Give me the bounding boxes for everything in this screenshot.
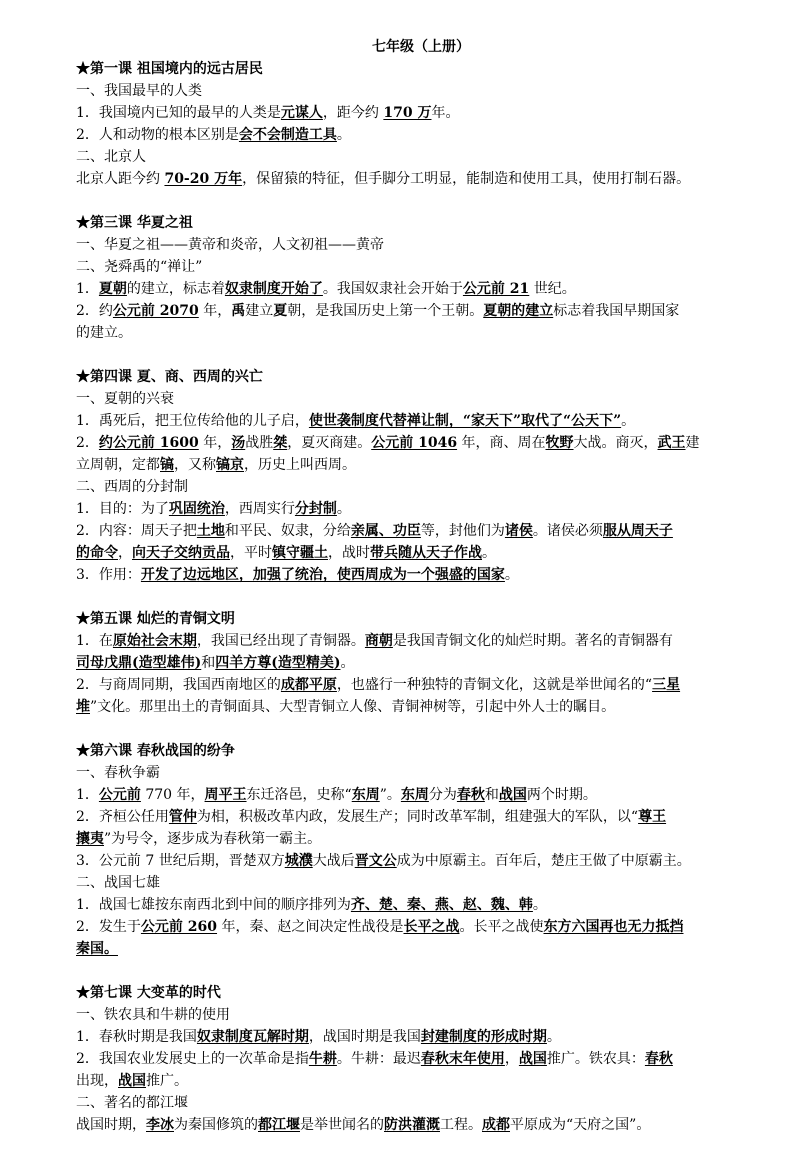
key-term: 公元前 2070	[112, 303, 199, 319]
text-segment: 一、华夏之祖——黄帝和炎帝，人文初祖——黄帝	[76, 237, 384, 253]
text-segment: 。	[340, 655, 355, 671]
bold-term: 夏	[273, 303, 288, 319]
text-line	[76, 696, 766, 718]
lesson-section	[76, 58, 766, 190]
key-term: 使世袭制度代替禅让制，“家天下”取代了“公天下”	[308, 413, 622, 429]
text-line	[76, 256, 766, 278]
key-term: 牧野	[545, 435, 574, 451]
text-line	[76, 652, 766, 674]
key-term: 桀	[273, 435, 288, 451]
text-segment: ，战国时期是我国	[308, 1029, 421, 1045]
text-segment: 北京人距今约	[76, 171, 165, 187]
key-term: 镐京	[216, 457, 244, 473]
text-segment: 成为中原霸主。百年后，楚庄王做了中原霸主。	[396, 853, 691, 869]
text-line	[76, 1048, 766, 1070]
key-term: 商朝	[364, 633, 393, 649]
text-segment: 年，	[198, 303, 232, 319]
text-segment: 。	[546, 1029, 561, 1045]
text-segment: 2．	[76, 435, 99, 451]
lesson-sections	[76, 58, 766, 1136]
text-segment: 分为	[428, 787, 457, 803]
key-term: 镇守疆土	[272, 545, 328, 561]
text-segment: 和	[484, 787, 499, 803]
text-segment: 1．春秋时期是我国	[76, 1029, 197, 1045]
text-line	[76, 564, 766, 586]
text-segment: 2．齐桓公任用	[76, 809, 169, 825]
text-line	[76, 894, 766, 916]
key-term: 亲属、功臣	[350, 523, 421, 539]
key-term: 分封制	[294, 501, 337, 517]
key-term: 东周	[400, 787, 429, 803]
key-term: 诸侯	[504, 523, 533, 539]
text-segment: 的建立。	[76, 325, 132, 341]
key-term: 长平之战	[403, 919, 460, 935]
text-segment: ，又称	[174, 457, 216, 473]
key-term: 春秋末年使用	[420, 1051, 505, 1067]
lesson-heading: ★第一课 祖国境内的远古居民	[76, 61, 263, 77]
text-line	[76, 322, 766, 344]
text-line	[76, 454, 766, 476]
text-line	[76, 146, 766, 168]
key-term: 公元前 260	[140, 919, 218, 935]
lesson-heading: ★第四课 夏、商、西周的兴亡	[76, 369, 263, 385]
key-term: 向天子交纳贡品	[132, 545, 230, 561]
text-line	[76, 1026, 766, 1048]
text-segment: 工程。	[440, 1117, 482, 1133]
text-segment: 2．人和动物的根本区别是	[76, 127, 239, 143]
text-line	[76, 80, 766, 102]
key-term: 李冰	[146, 1117, 174, 1133]
key-term: 四羊方尊(造型精美)	[215, 655, 341, 671]
text-segment: 为相，积极改革内政，发展生产；同时改革军制，组建强大的军队，以“	[196, 809, 639, 825]
text-segment: ，我国已经出现了青铜器。	[196, 633, 365, 649]
text-segment: 一、春秋争霸	[76, 765, 160, 781]
text-segment: 二、西周的分封制	[76, 479, 188, 495]
text-segment: 3．公元前 7 世纪后期，晋楚双方	[76, 853, 285, 869]
key-term: 管仲	[168, 809, 197, 825]
text-segment: 。	[336, 127, 351, 143]
key-term: 都江堰	[258, 1117, 300, 1133]
text-segment: 大战。商灭，	[573, 435, 658, 451]
text-line	[76, 388, 766, 410]
text-line	[76, 476, 766, 498]
key-term: 尊王	[638, 809, 667, 825]
key-term: 堆	[76, 699, 90, 715]
text-line	[76, 102, 766, 124]
key-term: 汤	[231, 435, 246, 451]
key-term: 春秋	[456, 787, 485, 803]
text-line	[76, 234, 766, 256]
text-segment: 平原成为“天府之国”。	[510, 1117, 651, 1133]
text-segment: 的建立，标志着	[126, 281, 225, 297]
text-segment: 建	[685, 435, 700, 451]
key-term: 带兵随从天子作战	[370, 545, 482, 561]
text-segment: 等，封他们为	[420, 523, 505, 539]
text-segment: ，夏灭商建。	[287, 435, 372, 451]
text-segment: 一、我国最早的人类	[76, 83, 202, 99]
text-line	[76, 1070, 766, 1092]
text-segment: ，距今约	[322, 105, 384, 121]
key-term: 服从周天子	[602, 523, 673, 539]
text-segment: ，也盛行一种独特的青铜文化，这就是举世闻名的“	[336, 677, 653, 693]
text-line	[76, 916, 766, 938]
text-segment: 1．我国境内已知的最早的人类是	[76, 105, 281, 121]
lesson-heading: ★第五课 灿烂的青铜文明	[76, 611, 235, 627]
key-term: 的命令	[76, 545, 118, 561]
document-page	[76, 36, 766, 1158]
key-term: 夏朝的建立	[483, 303, 554, 319]
text-segment: 年，秦、赵之间决定性战役是	[217, 919, 404, 935]
text-segment: 推广。铁农具：	[546, 1051, 645, 1067]
text-segment: 出现，	[76, 1073, 118, 1089]
key-term: 开发了边远地区，加强了统治，使西周成为一个强盛的国家	[140, 567, 505, 583]
text-line	[76, 432, 766, 454]
key-term: 镐	[160, 457, 174, 473]
text-segment: ，战时	[328, 545, 370, 561]
key-term: 春秋	[644, 1051, 673, 1067]
text-segment: 。诸侯必须	[532, 523, 603, 539]
text-segment: 3．作用：	[76, 567, 141, 583]
text-segment: 世纪。	[529, 281, 576, 297]
text-segment: 1．	[76, 787, 99, 803]
text-segment: 朝，是我国历史上第一个王朝。	[287, 303, 484, 319]
text-segment: ，平时	[230, 545, 272, 561]
text-segment: 建立	[245, 303, 274, 319]
key-term: 元谋人	[280, 105, 323, 121]
key-term: 土地	[196, 523, 225, 539]
key-term: 秦国。	[76, 941, 118, 957]
text-segment: 2．内容：周天子把	[76, 523, 197, 539]
text-segment: 两个时期。	[526, 787, 597, 803]
text-segment: 1．	[76, 281, 99, 297]
text-segment: ”文化。那里出土的青铜面具、大型青铜立人像、青铜神树等，引起中外人士的瞩目。	[90, 699, 616, 715]
key-term: 奴隶制度开始了	[224, 281, 323, 297]
text-segment: 。牛耕：最迟	[336, 1051, 421, 1067]
lesson-heading: ★第七课 大变革的时代	[76, 985, 221, 1001]
text-line	[76, 542, 766, 564]
key-term: 晋文公	[354, 853, 397, 869]
text-line	[76, 520, 766, 542]
lesson-heading: ★第六课 春秋战国的纷争	[76, 743, 235, 759]
key-term: 战国	[518, 1051, 547, 1067]
key-term: 巩固统治	[168, 501, 225, 517]
text-line	[76, 410, 766, 432]
text-line	[76, 784, 766, 806]
key-term: 成都	[482, 1117, 510, 1133]
text-segment: 是举世闻名的	[300, 1117, 384, 1133]
text-line	[76, 1004, 766, 1026]
text-segment: 2．发生于	[76, 919, 141, 935]
text-line	[76, 124, 766, 146]
key-term: 城濮	[284, 853, 313, 869]
page-title: 七年级（上册）	[372, 39, 470, 55]
text-segment: 一、夏朝的兴衰	[76, 391, 174, 407]
text-segment: 二、北京人	[76, 149, 146, 165]
lesson-section	[76, 212, 766, 344]
lesson-heading: ★第三课 华夏之祖	[76, 215, 193, 231]
text-segment: 为秦国修筑的	[174, 1117, 258, 1133]
text-segment: 。	[504, 567, 519, 583]
text-segment: 和	[201, 655, 216, 671]
text-line	[76, 806, 766, 828]
text-line	[76, 1114, 766, 1136]
key-term: 武王	[657, 435, 686, 451]
key-term: 牛耕	[308, 1051, 337, 1067]
text-segment: ，	[504, 1051, 519, 1067]
text-segment: 一、铁农具和牛耕的使用	[76, 1007, 230, 1023]
text-segment: 1．在	[76, 633, 113, 649]
text-line	[76, 850, 766, 872]
text-segment: 。	[482, 545, 496, 561]
key-term: 成都平原	[280, 677, 337, 693]
text-segment: 和平民、奴隶，分给	[224, 523, 351, 539]
key-term: 奴隶制度瓦解时期	[196, 1029, 309, 1045]
text-segment: 年。	[431, 105, 460, 121]
text-segment: 。	[336, 501, 351, 517]
key-term: 战国	[118, 1073, 146, 1089]
text-segment: 推广。	[146, 1073, 188, 1089]
key-term: 攘夷	[76, 831, 104, 847]
text-line	[76, 630, 766, 652]
text-segment: 二、战国七雄	[76, 875, 160, 891]
text-segment: ，西周实行	[224, 501, 295, 517]
text-segment: ，历史上叫西周。	[244, 457, 356, 473]
text-segment: ”。	[379, 787, 401, 803]
key-term: 防洪灌溉	[384, 1117, 440, 1133]
text-segment: 标志着我国早期国家	[553, 303, 680, 319]
text-line	[76, 674, 766, 696]
text-segment: 战胜	[245, 435, 274, 451]
key-term: 齐、楚、秦、燕、赵、魏、韩	[350, 897, 533, 913]
key-term: 会不会制造工具	[238, 127, 337, 143]
lesson-section	[76, 608, 766, 718]
text-segment: 1．目的：为了	[76, 501, 169, 517]
key-term: 公元前	[98, 787, 141, 803]
text-line	[76, 872, 766, 894]
key-term: 周平王	[204, 787, 247, 803]
text-line	[76, 278, 766, 300]
text-line	[76, 828, 766, 850]
key-term: 170 万	[383, 105, 432, 121]
text-segment: 1．战国七雄按东南西北到中间的顺序排列为	[76, 897, 351, 913]
text-segment: 1．禹死后，把王位传给他的儿子启，	[76, 413, 309, 429]
text-segment: 年，商、周在	[457, 435, 546, 451]
text-segment: ，保留猿的特征，但手脚分工明显，能制造和使用工具，使用打制石器。	[242, 171, 691, 187]
lesson-section	[76, 982, 766, 1136]
text-line	[76, 498, 766, 520]
text-segment: ，	[118, 545, 132, 561]
bold-term: 禹	[231, 303, 246, 319]
text-segment: 770 年，	[140, 787, 205, 803]
text-segment: 大战后	[312, 853, 355, 869]
key-term: 三星	[652, 677, 681, 693]
text-segment: 2．约	[76, 303, 113, 319]
text-segment: 。长平之战使	[459, 919, 544, 935]
text-segment: 东迁洛邑，史称“	[246, 787, 352, 803]
text-segment: 2．我国农业发展史上的一次革命是指	[76, 1051, 309, 1067]
text-segment: 年，	[198, 435, 232, 451]
text-segment: 。	[621, 413, 636, 429]
lesson-section	[76, 740, 766, 960]
text-line	[76, 1092, 766, 1114]
key-term: 约公元前 1600	[98, 435, 199, 451]
text-line	[76, 938, 766, 960]
text-segment: 是我国青铜文化的灿烂时期。著名的青铜器有	[392, 633, 673, 649]
text-line	[76, 762, 766, 784]
lesson-section	[76, 366, 766, 586]
key-term: 夏朝	[98, 281, 127, 297]
key-term: 公元前 1046	[371, 435, 458, 451]
key-term: 东方六国再也无力抵挡	[543, 919, 684, 935]
key-term: 封建制度的形成时期	[420, 1029, 547, 1045]
key-term: 司母戊鼎(造型雄伟)	[76, 655, 202, 671]
text-segment: 2．与商周同期，我国西南地区的	[76, 677, 281, 693]
text-segment: 二、著名的都江堰	[76, 1095, 188, 1111]
key-term: 东周	[351, 787, 380, 803]
text-segment: 立周朝，定都	[76, 457, 160, 473]
key-term: 战国	[498, 787, 527, 803]
text-segment: 二、尧舜禹的“禅让”	[76, 259, 203, 275]
text-segment: 。我国奴隶社会开始于	[322, 281, 463, 297]
key-term: 公元前 21	[462, 281, 530, 297]
key-term: 70-20 万年	[164, 171, 243, 187]
text-line	[76, 168, 766, 190]
text-segment: 。	[532, 897, 547, 913]
key-term: 原始社会末期	[112, 633, 197, 649]
text-line	[76, 300, 766, 322]
text-segment: ”为号令，逐步成为春秋第一霸主。	[104, 831, 322, 847]
text-segment: 战国时期，	[76, 1117, 146, 1133]
